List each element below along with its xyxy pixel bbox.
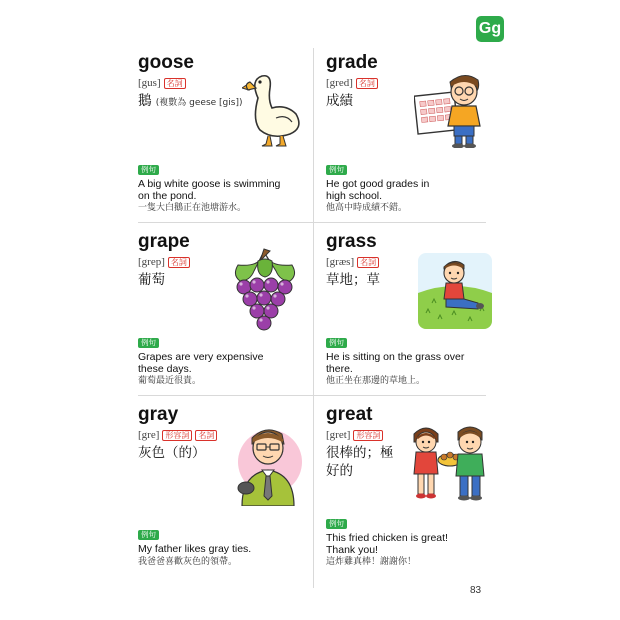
example-english: He is sitting on the grass over there. <box>326 351 465 375</box>
ipa: [gre] <box>138 429 160 441</box>
kids-sharing-chicken-illustration <box>408 420 492 504</box>
entry-goose <box>138 48 308 216</box>
part-of-speech-tag: 形容詞 <box>353 430 383 441</box>
pronunciation-row <box>138 77 186 89</box>
ipa: [gus] <box>138 77 161 89</box>
ipa: [gret] <box>326 429 351 441</box>
entry-word: grass <box>326 231 377 252</box>
part-of-speech-tag: 名詞 <box>195 430 217 441</box>
ipa: [græs] <box>326 256 355 268</box>
pronunciation-row <box>138 429 217 441</box>
example-tag: 例句 <box>138 338 159 348</box>
row-divider <box>138 395 486 396</box>
example-chinese: 一隻大白鵝正在池塘游水。 <box>138 203 247 213</box>
part-of-speech-tag: 名詞 <box>356 78 378 89</box>
meaning <box>138 92 242 112</box>
example-english: He got good grades in high school. <box>326 178 430 202</box>
example-english: This fried chicken is great! Thank you! <box>326 532 448 556</box>
entry-great <box>326 400 496 568</box>
entry-grass <box>326 227 496 395</box>
meaning <box>326 271 380 289</box>
meaning-text: 成績 <box>326 93 353 109</box>
entry-grape <box>138 227 308 395</box>
meaning-text: 灰色（的） <box>138 445 206 461</box>
father-with-tie-illustration <box>228 422 304 506</box>
entry-word: gray <box>138 404 179 425</box>
ipa: [grep] <box>138 256 165 268</box>
example-tag: 例句 <box>326 338 347 348</box>
meaning-text: 葡萄 <box>138 272 165 288</box>
meaning-text: 草地；草 <box>326 272 380 288</box>
example-tag: 例句 <box>326 165 347 175</box>
example-tag: 例句 <box>326 519 347 529</box>
pronunciation-row <box>138 256 190 268</box>
column-divider <box>313 48 314 588</box>
part-of-speech-tag: 名詞 <box>168 257 190 268</box>
letter-section-badge: Gg <box>476 16 504 42</box>
example-chinese: 我爸爸喜歡灰色的領帶。 <box>138 557 238 567</box>
meaning <box>326 92 353 110</box>
example-english: Grapes are very expensive these days. <box>138 351 264 375</box>
meaning <box>326 444 396 480</box>
pronunciation-row <box>326 77 378 89</box>
example-english: My father likes gray ties. <box>138 543 252 555</box>
grape-illustration <box>230 247 300 331</box>
part-of-speech-tag: 名詞 <box>164 78 186 89</box>
goose-illustration <box>242 70 304 148</box>
example-tag: 例句 <box>138 530 159 540</box>
part-of-speech-tag: 名詞 <box>357 257 379 268</box>
pronunciation-row <box>326 256 379 268</box>
pronunciation-row <box>326 429 383 441</box>
meaning <box>138 444 206 462</box>
ipa: [gred] <box>326 77 353 89</box>
example-tag: 例句 <box>138 165 159 175</box>
example-english: A big white goose is swimming on the pond. <box>138 178 281 202</box>
example-chinese: 這炸雞真棒！謝謝你！ <box>326 557 417 567</box>
row-divider <box>138 222 486 223</box>
meaning-text: 很棒的；極好的 <box>326 445 394 479</box>
entry-word: grade <box>326 52 378 73</box>
example-chinese: 他高中時成績不錯。 <box>326 203 408 213</box>
meaning-text: 鵝 <box>138 93 152 109</box>
part-of-speech-tag: 形容詞 <box>162 430 192 441</box>
boy-on-grass-illustration <box>418 253 492 329</box>
entry-word: goose <box>138 52 194 73</box>
entry-gray <box>138 400 308 568</box>
meaning-note: (複數為 geese [gis]) <box>155 98 243 108</box>
boy-with-report-card-illustration <box>414 68 494 148</box>
entry-grade <box>326 48 496 216</box>
entry-word: grape <box>138 231 190 252</box>
page-number: 83 <box>470 585 482 596</box>
example-chinese: 他正坐在那邊的草地上。 <box>326 376 426 386</box>
entry-word: great <box>326 404 373 425</box>
example-chinese: 葡萄最近很貴。 <box>138 376 202 386</box>
meaning <box>138 271 165 289</box>
